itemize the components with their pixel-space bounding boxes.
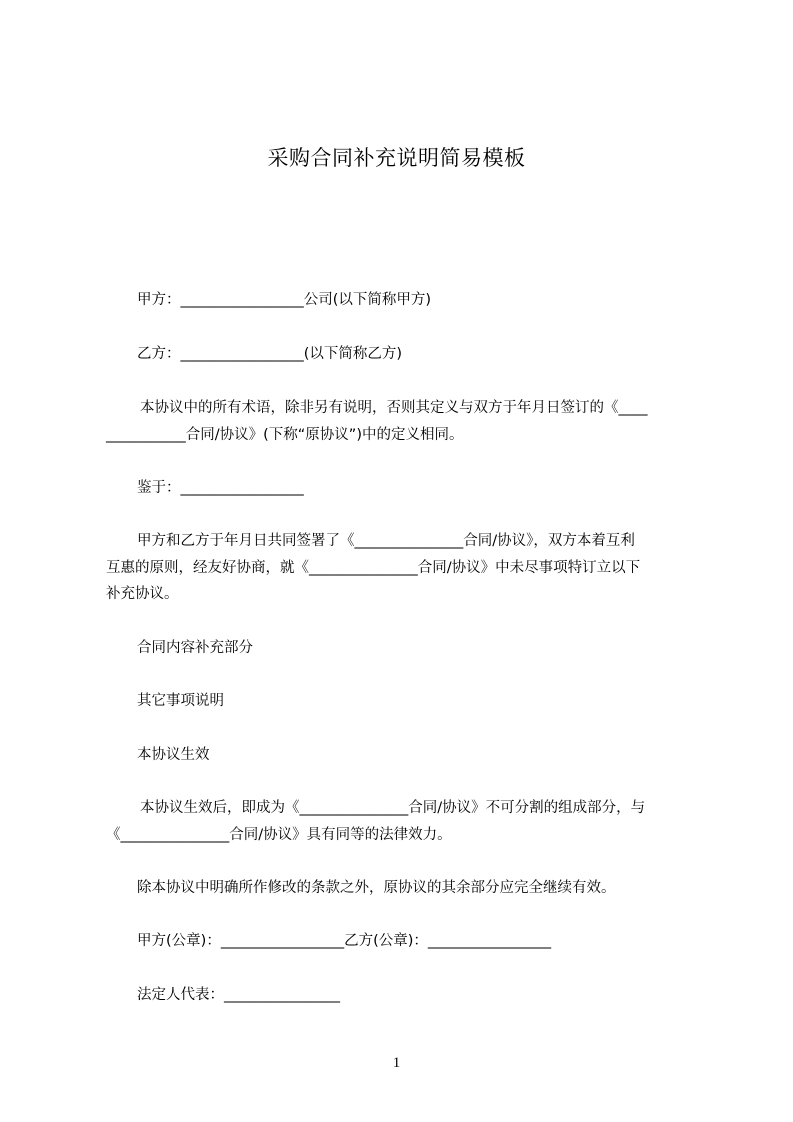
terms-paragraph-line-1: 本协议中的所有术语，除非另有说明，否则其定义与双方于年月日签订的《____ <box>140 400 648 416</box>
seal-signature-line: 甲方(公章)：_________________乙方(公章)：_________________ <box>137 933 552 949</box>
section-heading-other-matters: 其它事项说明 <box>137 693 224 709</box>
section-heading-supplement: 合同内容补充部分 <box>137 640 253 656</box>
section-heading-effectiveness: 本协议生效 <box>137 747 210 763</box>
whereas-line: 鉴于：_________________ <box>137 480 304 496</box>
recital-paragraph-line-2: 互惠的原则，经友好协商，就《_______________合同/协议》中未尽事项特订立以下 <box>106 560 641 576</box>
recital-paragraph-line-3: 补充协议。 <box>106 586 179 602</box>
recital-paragraph-line-1: 甲方和乙方于年月日共同签署了《_______________合同/协议》，双方本着互利 <box>137 533 635 549</box>
party-b-line: 乙方：_________________(以下简称乙方) <box>137 346 403 362</box>
remainder-clause: 除本协议中明确所作修改的条款之外，原协议的其余部分应完全继续有效。 <box>137 880 616 896</box>
party-a-line: 甲方：_________________公司(以下简称甲方) <box>137 292 432 308</box>
effect-paragraph-line-1: 本协议生效后，即成为《_______________合同/协议》不可分割的组成部分，与 <box>140 800 646 816</box>
legal-representative-line: 法定人代表：________________ <box>137 987 340 1003</box>
terms-paragraph-line-2: ___________合同/协议》(下称“原协议”)中的定义相同。 <box>106 427 464 443</box>
document-title: 采购合同补充说明简易模板 <box>267 146 526 170</box>
page-number: 1 <box>392 1055 401 1071</box>
effect-paragraph-line-2: 《_______________合同/协议》具有同等的法律效力。 <box>106 827 452 843</box>
